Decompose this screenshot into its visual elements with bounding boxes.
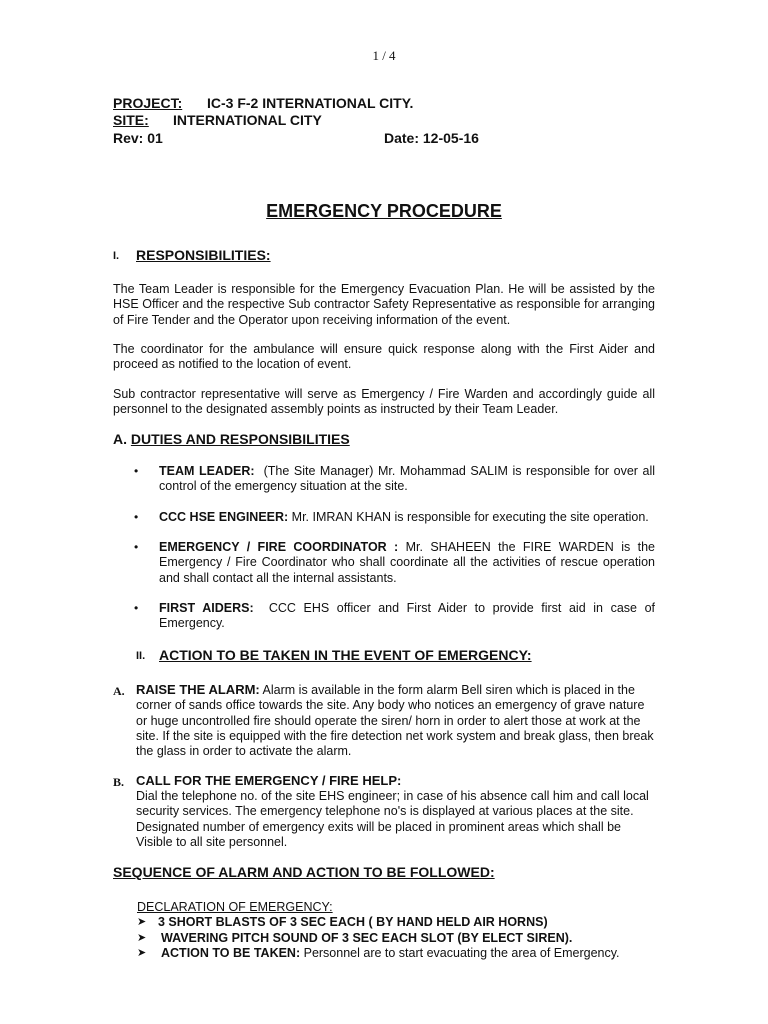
declaration-subheading: DECLARATION OF EMERGENCY: <box>137 900 333 914</box>
section1-heading: RESPONSIBILITIES: <box>136 247 271 263</box>
document-date: Date: 12-05-16 <box>384 130 479 146</box>
item-letter: A. <box>113 684 125 698</box>
site-value: INTERNATIONAL CITY <box>173 112 322 128</box>
duty-item: FIRST AIDERS: CCC EHS officer and First Aider to provide first aid in case of Emergency. <box>159 601 655 631</box>
project-value: IC-3 F-2 INTERNATIONAL CITY. <box>207 95 414 111</box>
sequence-item: ACTION TO BE TAKEN: Personnel are to start evacuating the area of Emergency. <box>161 946 620 960</box>
arrow-marker-icon: ➤ <box>137 946 147 959</box>
duties-heading: A. DUTIES AND RESPONSIBILITIES <box>113 431 350 447</box>
responsibility-paragraph: Sub contractor representative will serve as Emergency / Fire Warden and accordingly guide all personnel to the designated assembly points as instructed by their Team Leader. <box>113 387 655 417</box>
project-label: PROJECT: <box>113 95 183 111</box>
page-number: 1 / 4 <box>372 48 396 63</box>
arrow-marker-icon: ➤ <box>137 931 147 944</box>
bullet-icon: • <box>134 540 139 554</box>
revision: Rev: 01 <box>113 130 163 146</box>
section2-heading: ACTION TO BE TAKEN IN THE EVENT OF EMERGENCY: <box>159 647 532 663</box>
arrow-marker-icon: ➤ <box>137 915 147 928</box>
item-letter: B. <box>113 775 125 789</box>
responsibility-paragraph: The coordinator for the ambulance will ensure quick response along with the First Aider and proceed as notified to the location of event. <box>113 342 655 372</box>
duty-item: CCC HSE ENGINEER: Mr. IMRAN KHAN is responsible for executing the site operation. <box>159 510 649 524</box>
sequence-heading: SEQUENCE OF ALARM AND ACTION TO BE FOLLOWED: <box>113 864 495 880</box>
document-title: EMERGENCY PROCEDURE <box>266 201 502 221</box>
call-help-heading: CALL FOR THE EMERGENCY / FIRE HELP: <box>136 773 402 788</box>
duty-item: TEAM LEADER: (The Site Manager) Mr. Mohammad SALIM is responsible for over all control of the emergency situation at the site. <box>159 464 655 494</box>
bullet-icon: • <box>134 464 139 478</box>
site-label: SITE: <box>113 112 149 128</box>
sequence-item: WAVERING PITCH SOUND OF 3 SEC EACH SLOT (BY ELECT SIREN). <box>161 931 573 945</box>
call-help-text: Dial the telephone no. of the site EHS engineer; in case of his absence call him and call local security services. The emergency telephone no's is displayed at various places at the site. Designated number of emergency exits will be placed in prominent areas which shall be Visible to all site personnel. <box>136 789 649 849</box>
sequence-item: 3 SHORT BLASTS OF 3 SEC EACH ( BY HAND HELD AIR HORNS) <box>158 915 548 929</box>
section1-number: I. <box>113 250 120 262</box>
bullet-icon: • <box>134 510 139 524</box>
responsibility-paragraph: The Team Leader is responsible for the Emergency Evacuation Plan. He will be assisted by the HSE Officer and the respective Sub contractor Safety Representative as responsible for arranging of Fire Tender and the Operator upon receiving information of the event. <box>113 282 655 327</box>
raise-alarm-item: RAISE THE ALARM: Alarm is available in the form alarm Bell siren which is placed in the corner of sands office towards the site. Any body who notices an emergency of grave nature or huge uncontrolled fire should operate the siren/ horn in order to alert those at work at the site. If the site is equipped with the fire detection net work system and break glass, then break the glass in order to activate the alarm. <box>136 682 654 759</box>
bullet-icon: • <box>134 601 139 615</box>
section2-number: II. <box>136 650 146 662</box>
duty-item: EMERGENCY / FIRE COORDINATOR : Mr. SHAHEEN the FIRE WARDEN is the Emergency / Fire Coordinator who shall coordinate all the activities of rescue operation and shall contact all the internal assistants. <box>159 540 655 585</box>
